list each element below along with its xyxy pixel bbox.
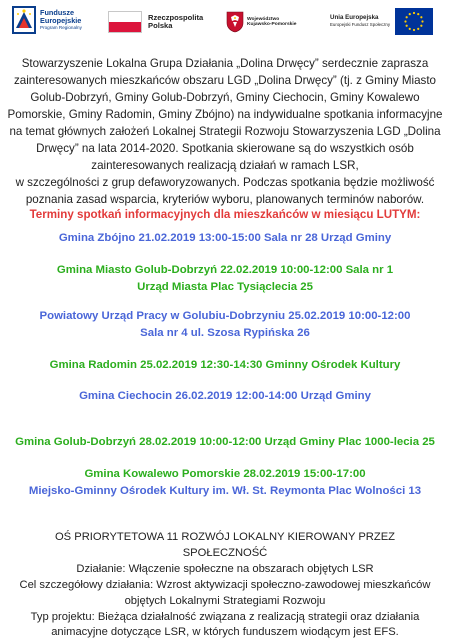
meeting-item: Gmina Miasto Golub-Dobrzyń 22.02.2019 10:00-12:00 Sala nr 1 xyxy=(56,264,394,276)
eu-star-icon xyxy=(421,20,423,22)
schedule-heading: Terminy spotkań informacyjnych dla mieszkańców w miesiącu LUTYM: xyxy=(29,208,421,221)
rzeczpospolita-polska-logo xyxy=(108,11,203,33)
intro-line: Stowarzyszenie Lokalna Grupa Działania „Dolina Drwęcy” serdecznie zaprasza xyxy=(21,57,429,70)
eu-star-icon xyxy=(413,29,415,31)
eu-star-icon xyxy=(417,13,419,15)
fundusze-europejskie-icon xyxy=(12,6,36,34)
logo-line: Rzeczpospolita xyxy=(148,13,204,23)
meeting-item: Gmina Kowalewo Pomorskie 28.02.2019 15:00-17:00 xyxy=(84,468,366,480)
eu-star-icon xyxy=(417,28,419,30)
logo-line: Polska xyxy=(148,21,173,30)
logo-line: Unia Europejska xyxy=(330,14,379,22)
logo-line: Kujawsko-Pomorskie xyxy=(247,22,297,27)
eu-star-icon xyxy=(409,13,411,15)
logo-line: Fundusze xyxy=(40,8,75,18)
logo-strip xyxy=(0,0,450,46)
logo-line: Europejski Fundusz Społeczny xyxy=(330,21,391,27)
goal-line: objętych Lokalnymi Strategiami Rozwoju xyxy=(124,595,326,607)
intro-line: na temat głównych założeń Lokalnej Strategii Rozwoju Stowarzyszenia LGD „Dolina xyxy=(9,125,441,138)
kujawsko-pomorskie-coat-of-arms xyxy=(226,11,244,33)
eu-star-icon xyxy=(413,12,415,14)
eu-star-icon xyxy=(404,20,406,22)
logo-line: Województwo xyxy=(247,16,280,22)
intro-line: poznania zasad wsparcia, kryteriów wyboru, planowanych terminów naborów. xyxy=(25,193,425,206)
intro-line: zainteresowanych realizacją działań w ramach LSR, xyxy=(91,159,359,172)
priority-axis: OŚ PRIORYTETOWA 11 ROZWÓJ LOKALNY KIEROWANY PRZEZ xyxy=(54,531,396,543)
intro-line: Golub-Dobrzyń, Gminy Golub-Dobrzyń, Gminy Ciechocin, Gminy Kowalewo xyxy=(30,91,420,104)
action-line: Działanie: Włączenie społeczne na obszarach objętych LSR xyxy=(76,563,374,575)
intro-line: zainteresowanych mieszkańców obszaru LGD „Dolina Drwęcy” (tj. z Gminy Miasto xyxy=(13,74,437,87)
eu-star-icon xyxy=(406,25,408,27)
logo-line: Europejskie xyxy=(40,16,82,26)
eu-star-icon xyxy=(420,16,422,18)
intro-line: Drwęcy” na lata 2014-2020. Spotkania skierowane są do wszystkich osób xyxy=(36,142,414,155)
priority-axis: SPOŁECZNOŚĆ xyxy=(182,547,268,559)
meeting-item: Gmina Zbójno 21.02.2019 13:00-15:00 Sala nr 28 Urząd Gminy xyxy=(58,232,392,244)
eu-star-icon xyxy=(420,25,422,27)
meeting-item-detail: Urząd Miasta Plac Tysiąclecia 25 xyxy=(137,281,313,293)
eu-star-icon xyxy=(409,28,411,30)
fundusze-europejskie-logo xyxy=(12,6,82,34)
meeting-item: Gmina Ciechocin 26.02.2019 12:00-14:00 Urząd Gminy xyxy=(79,390,371,402)
meeting-item: Gmina Golub-Dobrzyń 28.02.2019 10:00-12:00 Urząd Gminy Plac 1000-lecia 25 xyxy=(15,436,435,448)
meeting-item: Powiatowy Urząd Pracy w Golubiu-Dobrzyniu 25.02.2019 10:00-12:00 xyxy=(39,310,411,322)
kujawsko-pomorskie-logo xyxy=(226,11,296,33)
eu-flag-icon xyxy=(395,8,433,35)
project-type-line: animacyjne dotyczące LSR, w których funduszem wiodącym jest EFS. xyxy=(51,626,399,638)
eu-star-icon xyxy=(406,16,408,18)
unia-europejska-logo xyxy=(330,8,433,35)
intro-line: Pomorskie, Gminy Radomin, Gminy Zbójno) na indywidualne spotkania informacyjne xyxy=(7,108,443,121)
meeting-item: Gmina Radomin 25.02.2019 12:30-14:30 Gminny Ośrodek Kultury xyxy=(49,359,401,371)
polish-flag-icon xyxy=(108,11,142,33)
logo-line: Program Regionalny xyxy=(40,24,82,30)
meeting-item-detail: Sala nr 4 ul. Szosa Rypińska 26 xyxy=(140,327,310,339)
goal-line: Cel szczegółowy działania: Wzrost aktywizacji społeczno-zawodowej mieszkańców xyxy=(19,579,431,591)
project-type-line: Typ projektu: Bieżąca działalność związana z realizacją strategii oraz działania xyxy=(30,611,420,623)
intro-line: w szczególności z grup defaworyzowanych. Podczas spotkania będzie możliwość xyxy=(15,176,435,189)
meeting-item: Miejsko-Gminny Ośrodek Kultury im. Wł. St. Reymonta Plac Wolności 13 xyxy=(28,485,422,497)
